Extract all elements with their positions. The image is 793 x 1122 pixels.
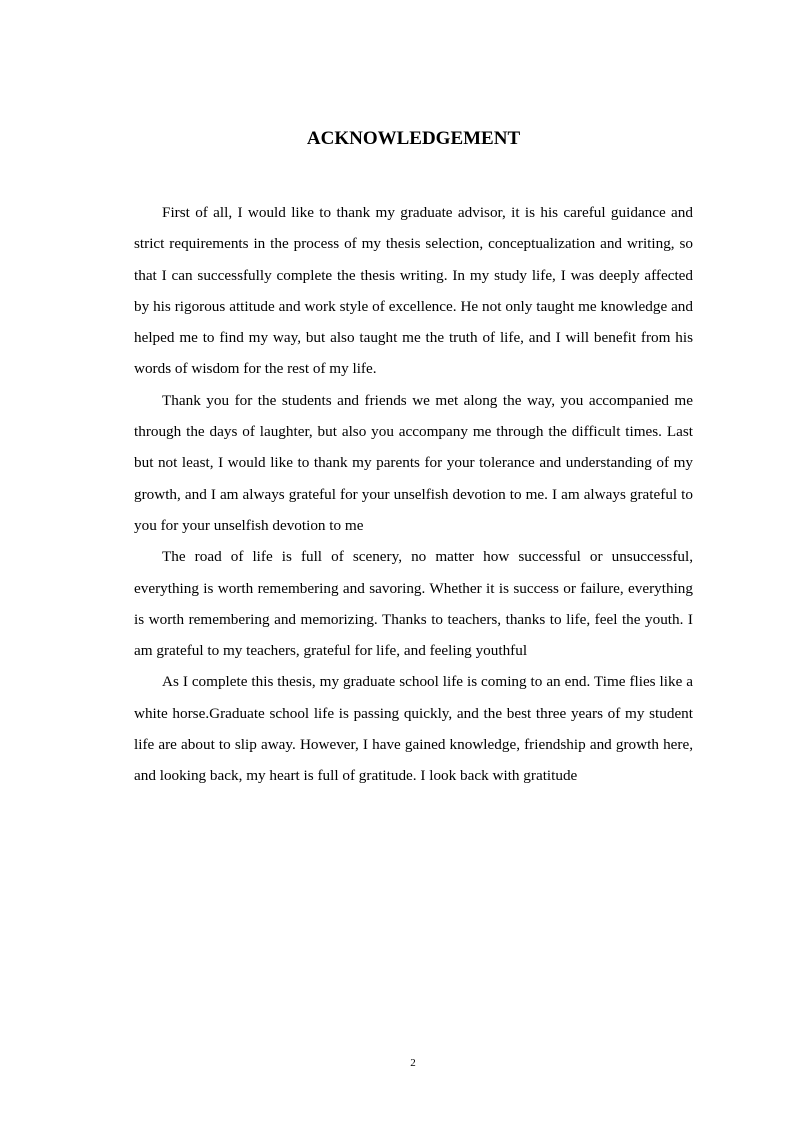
paragraph-advisor: First of all, I would like to thank my graduate advisor, it is his careful guidance and strict requirements in the process of my thesis selection, conceptualization and writing, so that I can successfully complete the thesis writing. In my study life, I was deeply affected by his rigorous attitude and work style of excellence. He not only taught me knowledge and helped me to find my way, but also taught me the truth of life, and I will benefit from his words of wisdom for the rest of my life.: [134, 204, 693, 378]
paragraph-life-reflection: The road of life is full of scenery, no matter how successful or unsuccessful, everything is worth remembering and savoring. Whether it is success or failure, everything is worth remembering and memorizing. Thanks to teachers, thanks to life, feel the youth. I am grateful to my teachers, grateful for life, and feeling youthful: [134, 548, 693, 660]
paragraph-conclusion: As I complete this thesis, my graduate school life is coming to an end. Time flies like a white horse.Graduate school life is passing quickly, and the best three years of my student life are about to slip away. However, I have gained knowledge, friendship and growth here, and looking back, my heart is full of gratitude. I look back with gratitude: [134, 673, 693, 785]
acknowledgement-body: [134, 197, 693, 792]
paragraph-friends-family: Thank you for the students and friends we met along the way, you accompanied me through the days of laughter, but also you accompany me through the difficult times. Last but not least, I would like to thank my parents for your tolerance and understanding of my growth, and I am always grateful for your unselfish devotion to me. I am always grateful to you for your unselfish devotion to me: [134, 391, 693, 534]
page-number: 2: [410, 1057, 416, 1069]
page-title: ACKNOWLEDGEMENT: [306, 128, 521, 149]
